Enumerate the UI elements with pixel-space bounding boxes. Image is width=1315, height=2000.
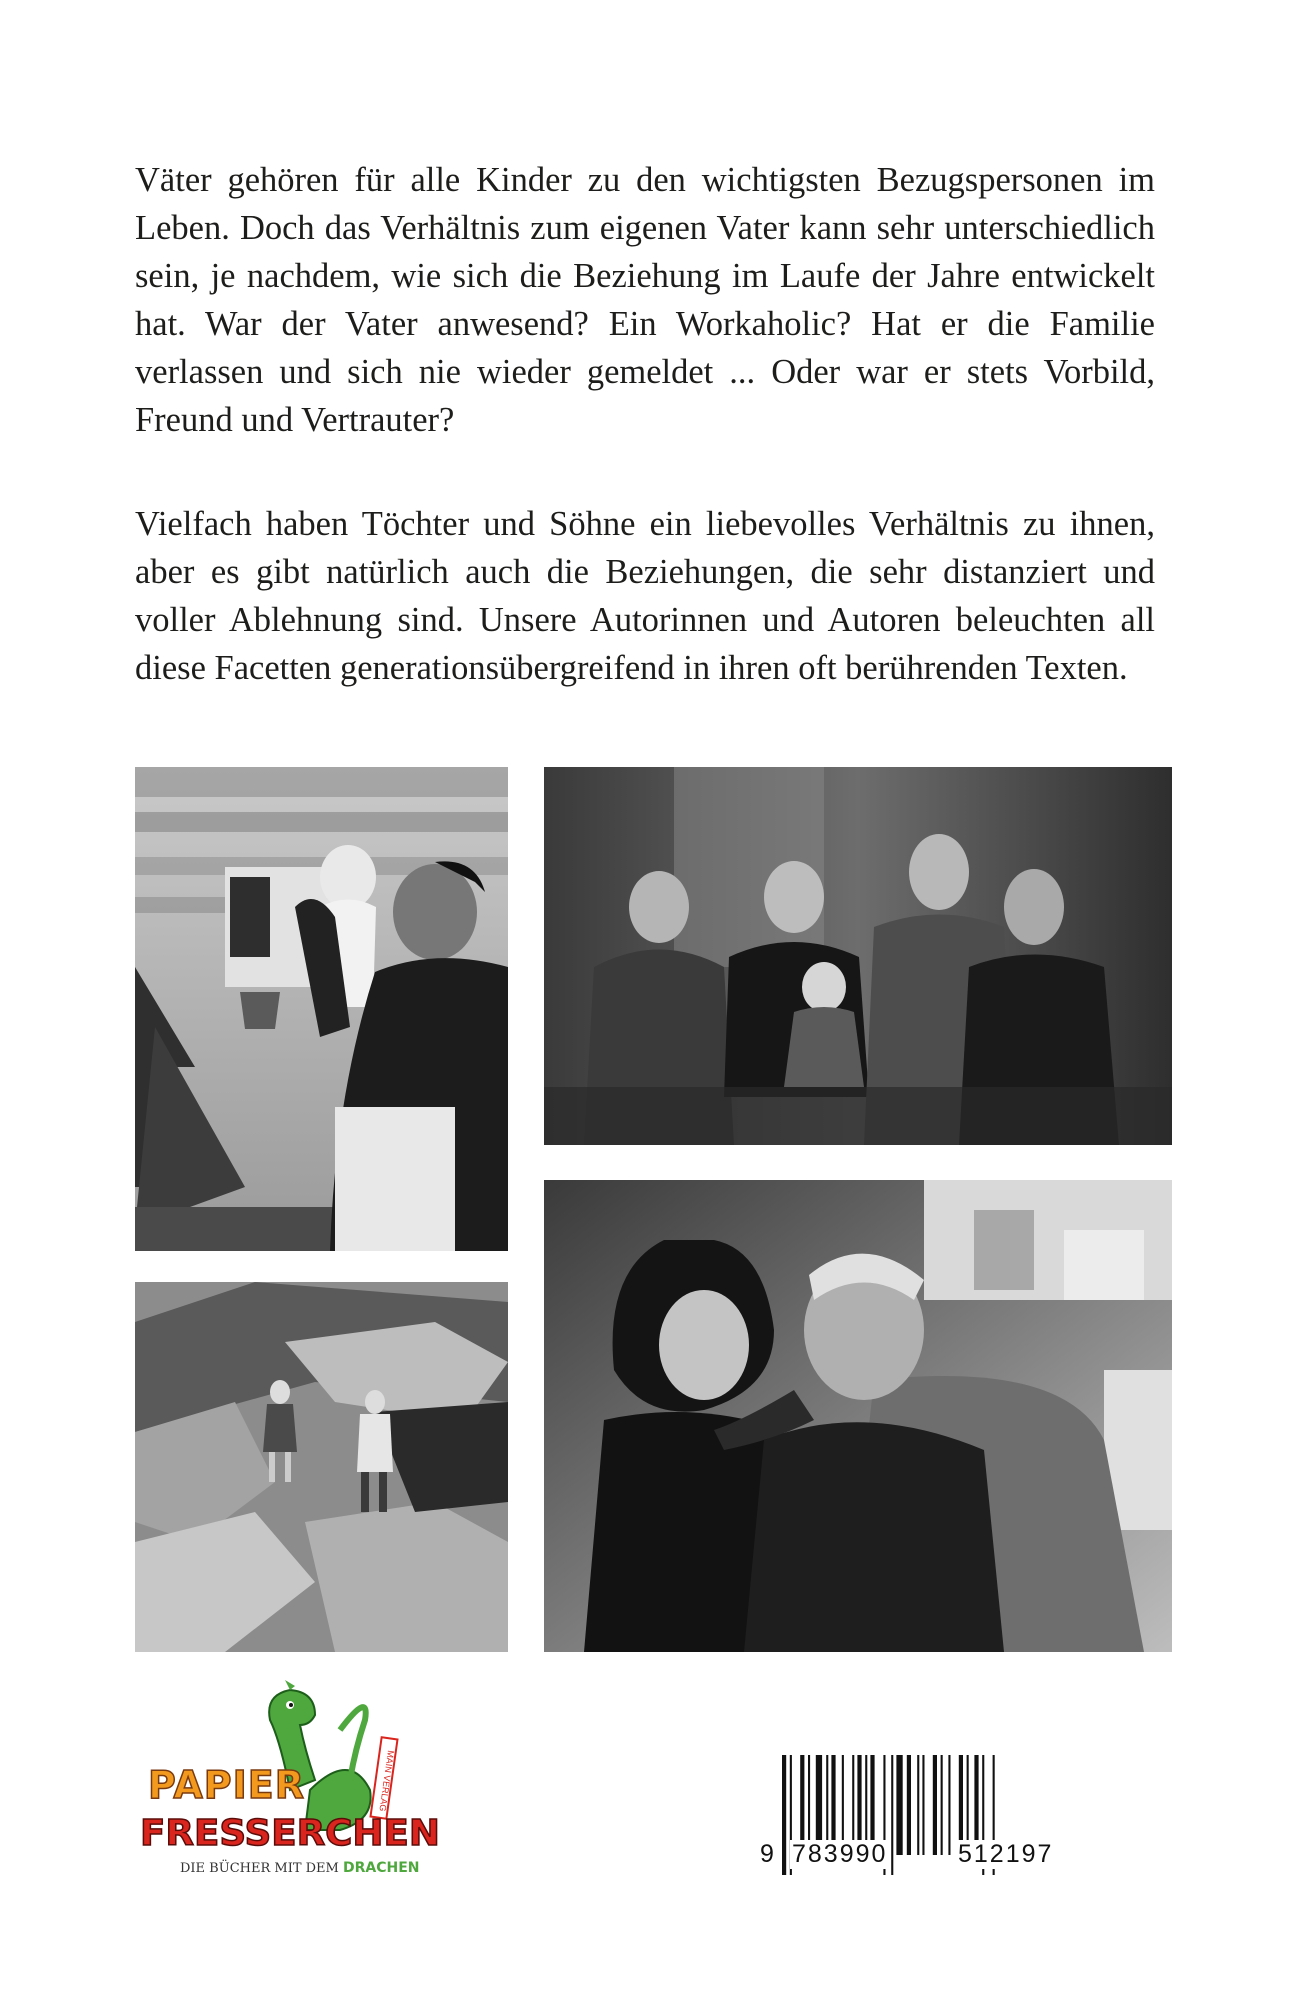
- blurb-paragraph-1: Väter gehören für alle Kinder zu den wichtigsten Bezugspersonen im Leben. Doch das Verhältnis zum eigenen Vater kann sehr unterschiedlich sein, je nachdem, wie sich die Beziehung im Laufe der Jahre entwickelt hat. War der Vater anwesend? Ein Workaholic? Hat er die Familie verlassen und sich nie wieder gemeldet ... Oder war er stets Vorbild, Freund und Vertrauter?: [135, 161, 1155, 439]
- publisher-tagline-highlight: DRACHEN: [343, 1860, 420, 1876]
- photo-father-with-baby: [135, 767, 508, 1251]
- publisher-logo-line-1: PAPIER: [148, 1763, 305, 1807]
- photo-hiking-rocks: [135, 1282, 508, 1652]
- publisher-side-label: MAIN VERLAG: [377, 1749, 396, 1813]
- publisher-logo-line-2: FRESSERCHEN: [140, 1813, 440, 1854]
- barcode-digits-right: 512197: [958, 1840, 1054, 1868]
- photo-family-portrait: [544, 767, 1172, 1145]
- svg-text:DIE BÜCHER MIT DEM DRACH: [180, 1859, 420, 1876]
- blurb-paragraph-2: Vielfach haben Töchter und Söhne ein liebevolles Verhältnis zu ihnen, aber es gibt natürlich auch die Beziehungen, die sehr distanziert und voller Ablehnung sind. Unsere Autorinnen und Autoren beleuchten all diese Facetten generationsübergreifend in ihren oft berührenden Texten.: [135, 505, 1155, 687]
- barcode-digit-first: 9: [760, 1840, 776, 1868]
- publisher-tagline: DIE BÜCHER MIT DEM: [180, 1861, 339, 1876]
- dragon-icon: [269, 1680, 370, 1830]
- barcode-digits-left: 783990: [792, 1840, 888, 1868]
- photo-daughter-with-father: [544, 1180, 1172, 1652]
- publisher-logo: [140, 1680, 470, 1890]
